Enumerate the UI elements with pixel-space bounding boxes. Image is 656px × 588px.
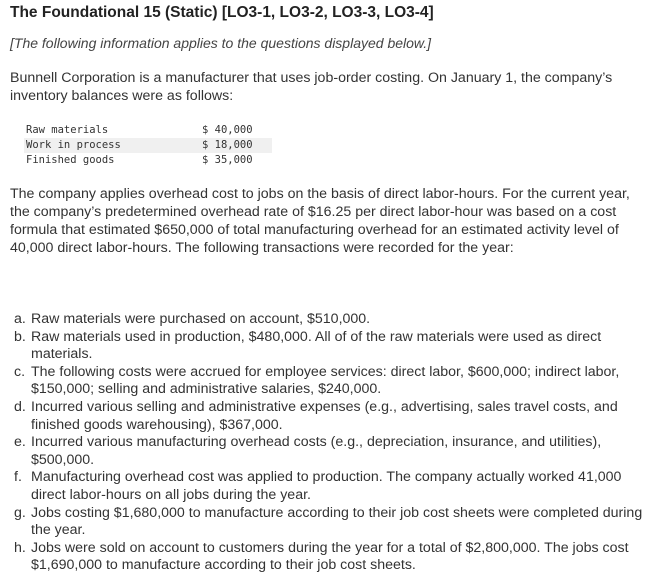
inventory-value: $ 18,000 xyxy=(200,138,272,153)
list-item xyxy=(14,434,650,469)
list-item-text: Jobs costing $1,680,000 to manufacture according to their job cost sheets were completed during the year. xyxy=(31,504,643,539)
list-item-letter: f. xyxy=(14,469,22,486)
list-item-letter: d. xyxy=(14,398,26,415)
overhead-paragraph: The company applies overhead cost to jobs on the basis of direct labor-hours. For the current year, the company’s predetermined overhead rate of $16.25 per direct labor-hour was based on a cost formula that estimated $650,000 of total manufacturing overhead for an estimated activity level of 40,000 direct labor-hours. The following transactions were recorded for the year: xyxy=(10,186,630,256)
list-item xyxy=(14,399,650,434)
list-item-letter: g. xyxy=(14,504,26,521)
table-row xyxy=(24,138,272,153)
table-row xyxy=(24,153,272,168)
list-item xyxy=(14,364,650,399)
inventory-label: Work in process xyxy=(24,138,200,153)
table-row xyxy=(24,123,272,138)
problem-title: The Foundational 15 (Static) [LO3-1, LO3-2, LO3-3, LO3-4] xyxy=(10,4,434,21)
list-item xyxy=(14,540,650,575)
list-item-text: The following costs were accrued for employee services: direct labor, $600,000; indirect labor, $150,000; selling and administrative salaries, $240,000. xyxy=(31,363,620,398)
list-item xyxy=(14,469,650,504)
list-item-letter: c. xyxy=(14,363,26,380)
transactions-list xyxy=(14,311,650,575)
inventory-label: Finished goods xyxy=(26,154,115,166)
inventory-label: Raw materials xyxy=(26,124,109,136)
list-item-letter: a. xyxy=(14,311,26,327)
list-item-text: Jobs were sold on account to customers during the year for a total of $2,800,000. The jobs cost $1,690,000 to manufacture according to their job cost sheets. xyxy=(31,539,629,574)
list-item-letter: e. xyxy=(14,434,26,451)
inventory-value: $ 40,000 xyxy=(202,124,253,136)
problem-subtitle: [The following information applies to the questions displayed below.] xyxy=(10,35,432,51)
list-item-text: Incurred various manufacturing overhead costs (e.g., depreciation, insurance, and utilities), $500,000. xyxy=(31,434,602,468)
list-item-text: Raw materials were purchased on account, $510,000. xyxy=(31,311,371,327)
list-item xyxy=(14,311,650,329)
intro-paragraph: Bunnell Corporation is a manufacturer that uses job-order costing. On January 1, the company’s inventory balances were as follows: xyxy=(10,70,613,104)
list-item-text: Manufacturing overhead cost was applied to production. The company actually worked 41,000 direct labor-hours on all jobs during the year. xyxy=(31,469,622,503)
list-item-text: Incurred various selling and administrative expenses (e.g., advertising, sales travel costs, and finished goods warehousing), $367,000. xyxy=(31,398,618,433)
inventory-value: $ 35,000 xyxy=(202,154,253,166)
inventory-balances-table xyxy=(24,123,272,168)
list-item xyxy=(14,329,650,364)
list-item-letter: b. xyxy=(14,328,26,345)
list-item xyxy=(14,505,650,540)
list-item-letter: h. xyxy=(14,539,26,556)
list-item-text: Raw materials used in production, $480,000. All of of the raw materials were used as direct materials. xyxy=(31,328,602,363)
